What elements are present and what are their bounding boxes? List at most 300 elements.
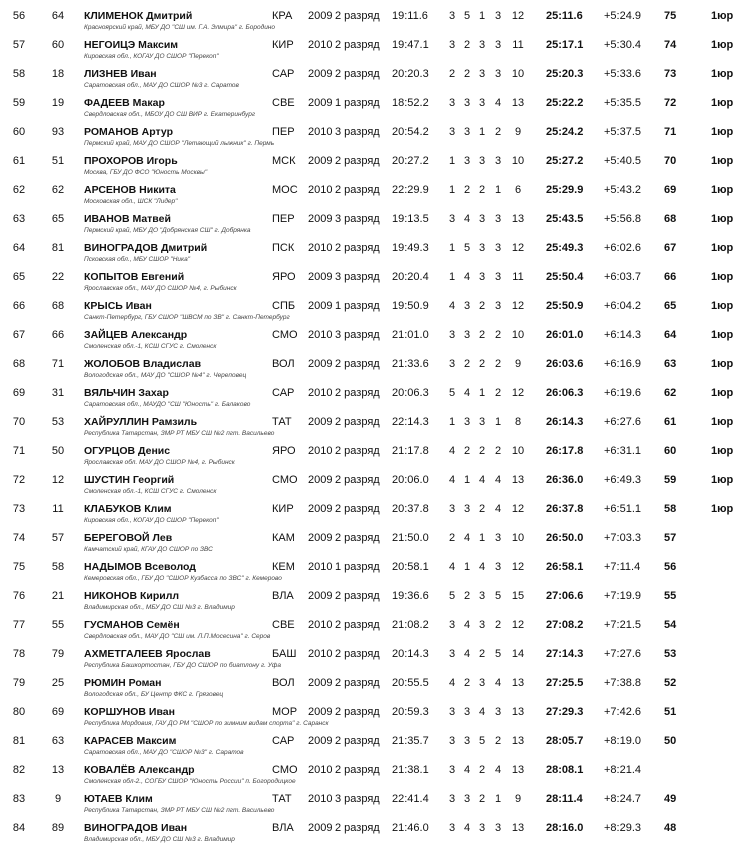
cell-s2: 5 — [463, 242, 471, 254]
cell-rank: 3 разряд — [335, 271, 380, 283]
cell-time: 21:38.1 — [392, 764, 429, 776]
cell-gap: +6:03.7 — [604, 271, 642, 283]
cell-s4: 5 — [494, 648, 502, 660]
cell-year: 2010 — [308, 329, 333, 341]
cell-s2: 5 — [463, 10, 471, 22]
cell-points: 56 — [664, 561, 677, 573]
cell-time: 21:35.7 — [392, 735, 429, 747]
cell-place: 84 — [12, 822, 26, 834]
cell-club: Камчатский край, КГАУ ДО СШОР по ЗВС — [84, 546, 213, 553]
cell-gap: +8:19.0 — [604, 735, 642, 747]
cell-s3: 3 — [478, 416, 486, 428]
cell-s2: 4 — [463, 764, 471, 776]
cell-s2: 3 — [463, 793, 471, 805]
cell-gap: +5:33.6 — [604, 68, 642, 80]
cell-s1: 3 — [448, 764, 456, 776]
cell-place: 73 — [12, 503, 26, 515]
cell-place: 69 — [12, 387, 26, 399]
cell-s2: 2 — [463, 445, 471, 457]
cell-year: 2009 — [308, 97, 333, 109]
cell-region: КАМ — [272, 532, 295, 544]
cell-s1: 3 — [448, 358, 456, 370]
cell-s3: 1 — [478, 532, 486, 544]
cell-region: МСК — [272, 155, 296, 167]
cell-s4: 3 — [494, 822, 502, 834]
cell-place: 71 — [12, 445, 26, 457]
cell-rank: 2 разряд — [335, 445, 380, 457]
cell-club: Республика Татарстан, ЗМР РТ МБУ СШ №2 пгт. Васильево — [84, 430, 275, 437]
cell-s1: 3 — [448, 822, 456, 834]
cell-total: 26:36.0 — [546, 474, 584, 486]
cell-total: 25:17.1 — [546, 39, 584, 51]
cell-year: 2009 — [308, 590, 333, 602]
cell-gap: +6:19.6 — [604, 387, 642, 399]
cell-s3: 2 — [478, 358, 486, 370]
cell-total: 27:06.6 — [546, 590, 584, 602]
cell-s1: 1 — [448, 416, 456, 428]
cell-qual: 1юр — [711, 213, 734, 225]
cell-total: 27:08.2 — [546, 619, 584, 631]
cell-rank: 2 разряд — [335, 764, 380, 776]
cell-place: 60 — [12, 126, 26, 138]
cell-total: 25:49.3 — [546, 242, 584, 254]
cell-rank: 2 разряд — [335, 532, 380, 544]
result-row — [0, 814, 750, 843]
cell-qual: 1юр — [711, 10, 734, 22]
cell-club: Свердловская обл., МАУ ДО "СШ им. Л.П.Мосесина" г. Серов — [84, 633, 271, 640]
cell-rank: 2 разряд — [335, 387, 380, 399]
cell-shots: 15 — [511, 590, 525, 602]
cell-place: 80 — [12, 706, 26, 718]
cell-rank: 2 разряд — [335, 155, 380, 167]
cell-s1: 5 — [448, 590, 456, 602]
cell-points: 50 — [664, 735, 677, 747]
cell-s1: 1 — [448, 242, 456, 254]
cell-place: 67 — [12, 329, 26, 341]
cell-club: Кемеровская обл., ГБУ ДО "СШОР Кузбасса по ЗВС" г. Кемерово — [84, 575, 282, 582]
cell-total: 26:37.8 — [546, 503, 584, 515]
cell-time: 19:36.6 — [392, 590, 429, 602]
cell-gap: +5:40.5 — [604, 155, 642, 167]
cell-points: 57 — [664, 532, 677, 544]
cell-s4: 3 — [494, 39, 502, 51]
cell-club: Вологодская обл., БУ Центр ФКС г. Грязовец — [84, 691, 224, 698]
cell-s3: 3 — [478, 677, 486, 689]
cell-qual: 1юр — [711, 503, 734, 515]
cell-s3: 3 — [478, 271, 486, 283]
cell-gap: +5:30.4 — [604, 39, 642, 51]
cell-rank: 2 разряд — [335, 677, 380, 689]
cell-shots: 9 — [514, 358, 522, 370]
cell-s1: 5 — [448, 387, 456, 399]
cell-year: 2009 — [308, 213, 333, 225]
result-row — [0, 466, 750, 495]
cell-shots: 12 — [511, 619, 525, 631]
cell-s3: 3 — [478, 590, 486, 602]
cell-club: Ярославская обл., МАУ ДО СШОР №4, г. Рыбинск — [84, 285, 237, 292]
cell-points: 74 — [664, 39, 677, 51]
cell-qual: 1юр — [711, 329, 734, 341]
cell-total: 26:17.8 — [546, 445, 584, 457]
cell-gap: +5:43.2 — [604, 184, 642, 196]
result-row — [0, 89, 750, 118]
cell-region: ПЕР — [272, 213, 295, 225]
cell-qual: 1юр — [711, 155, 734, 167]
cell-shots: 13 — [511, 474, 525, 486]
cell-total: 25:27.2 — [546, 155, 584, 167]
cell-total: 25:20.3 — [546, 68, 584, 80]
cell-s4: 3 — [494, 155, 502, 167]
cell-s2: 4 — [463, 532, 471, 544]
cell-year: 2009 — [308, 706, 333, 718]
cell-name: ЛИЗНЕВ Иван — [84, 68, 157, 80]
cell-place: 63 — [12, 213, 26, 225]
cell-s4: 3 — [494, 300, 502, 312]
cell-region: ПЕР — [272, 126, 295, 138]
cell-region: МОС — [272, 184, 298, 196]
cell-shots: 9 — [514, 793, 522, 805]
cell-rank: 2 разряд — [335, 358, 380, 370]
cell-shots: 12 — [511, 10, 525, 22]
cell-s1: 1 — [448, 184, 456, 196]
cell-gap: +5:56.8 — [604, 213, 642, 225]
cell-s2: 4 — [463, 387, 471, 399]
cell-points: 59 — [664, 474, 677, 486]
result-row — [0, 756, 750, 785]
cell-s2: 3 — [463, 503, 471, 515]
cell-qual: 1юр — [711, 68, 734, 80]
cell-place: 68 — [12, 358, 26, 370]
cell-region: КРА — [272, 10, 293, 22]
cell-year: 2009 — [308, 10, 333, 22]
cell-points: 75 — [664, 10, 677, 22]
cell-rank: 2 разряд — [335, 648, 380, 660]
cell-s4: 3 — [494, 561, 502, 573]
cell-gap: +8:24.7 — [604, 793, 642, 805]
cell-time: 20:37.8 — [392, 503, 429, 515]
cell-time: 21:17.8 — [392, 445, 429, 457]
cell-shots: 14 — [511, 648, 525, 660]
cell-points: 69 — [664, 184, 677, 196]
cell-year: 2010 — [308, 648, 333, 660]
cell-rank: 2 разряд — [335, 10, 380, 22]
result-row — [0, 437, 750, 466]
cell-name: ЖОЛОБОВ Владислав — [84, 358, 202, 370]
cell-place: 61 — [12, 155, 26, 167]
cell-s4: 2 — [494, 126, 502, 138]
result-row — [0, 292, 750, 321]
cell-region: ЯРО — [272, 271, 296, 283]
cell-points: 48 — [664, 822, 677, 834]
cell-s4: 1 — [494, 184, 502, 196]
cell-time: 20:20.3 — [392, 68, 429, 80]
cell-gap: +7:19.9 — [604, 590, 642, 602]
cell-total: 25:43.5 — [546, 213, 584, 225]
cell-name: НИКОНОВ Кирилл — [84, 590, 180, 602]
cell-year: 2009 — [308, 68, 333, 80]
cell-rank: 2 разряд — [335, 735, 380, 747]
cell-s3: 3 — [478, 155, 486, 167]
cell-bib: 66 — [51, 329, 65, 341]
cell-shots: 12 — [511, 561, 525, 573]
cell-time: 21:08.2 — [392, 619, 429, 631]
cell-s4: 3 — [494, 10, 502, 22]
cell-rank: 2 разряд — [335, 39, 380, 51]
cell-s1: 4 — [448, 677, 456, 689]
cell-time: 22:29.9 — [392, 184, 429, 196]
cell-shots: 13 — [511, 706, 525, 718]
cell-name: ВИНОГРАДОВ Дмитрий — [84, 242, 208, 254]
cell-s4: 3 — [494, 242, 502, 254]
cell-club: Саратовская обл., МАУ ДО СШОР №3 г. Саратов — [84, 82, 239, 89]
cell-gap: +7:42.6 — [604, 706, 642, 718]
cell-s3: 3 — [478, 242, 486, 254]
cell-bib: 11 — [52, 503, 64, 515]
cell-gap: +5:37.5 — [604, 126, 642, 138]
result-row — [0, 60, 750, 89]
cell-year: 2010 — [308, 39, 333, 51]
cell-name: ФАДЕЕВ Макар — [84, 97, 165, 109]
cell-points: 67 — [664, 242, 677, 254]
cell-region: ВОЛ — [272, 677, 295, 689]
cell-total: 28:16.0 — [546, 822, 584, 834]
cell-bib: 63 — [51, 735, 65, 747]
cell-region: ПСК — [272, 242, 295, 254]
cell-region: СПБ — [272, 300, 296, 312]
cell-s1: 4 — [448, 445, 456, 457]
cell-club: Свердловская обл., МБОУ ДО СШ ВИР г. Екатеринбург — [84, 111, 256, 118]
cell-shots: 12 — [511, 300, 525, 312]
cell-club: Вологодская обл., МАУ ДО "СШОР №4" г. Череповец — [84, 372, 247, 379]
cell-points: 49 — [664, 793, 677, 805]
cell-gap: +6:49.3 — [604, 474, 642, 486]
cell-shots: 10 — [511, 445, 525, 457]
cell-place: 62 — [12, 184, 26, 196]
cell-time: 19:50.9 — [392, 300, 429, 312]
cell-name: ВЯЛЬЧИН Захар — [84, 387, 169, 399]
cell-time: 21:50.0 — [392, 532, 429, 544]
cell-year: 2010 — [308, 764, 333, 776]
cell-club: Смоленская обл-2., СОГБУ СШОР "Юность России" п. Богородицкое — [84, 778, 296, 785]
result-row — [0, 553, 750, 582]
cell-bib: 53 — [51, 416, 65, 428]
cell-place: 65 — [12, 271, 26, 283]
cell-s1: 1 — [448, 271, 456, 283]
cell-bib: 25 — [51, 677, 65, 689]
cell-time: 22:14.3 — [392, 416, 429, 428]
cell-points: 52 — [664, 677, 677, 689]
cell-s1: 3 — [448, 213, 456, 225]
cell-points: 51 — [664, 706, 677, 718]
cell-place: 64 — [12, 242, 26, 254]
cell-time: 21:33.6 — [392, 358, 429, 370]
cell-s2: 1 — [463, 561, 471, 573]
cell-total: 25:29.9 — [546, 184, 584, 196]
cell-s1: 3 — [448, 735, 456, 747]
cell-s2: 3 — [463, 126, 471, 138]
cell-total: 26:03.6 — [546, 358, 584, 370]
result-row — [0, 205, 750, 234]
cell-year: 2009 — [308, 503, 333, 515]
cell-rank: 3 разряд — [335, 213, 380, 225]
cell-club: Красноярский край, МБУ ДО "СШ им. Г.А. Элмира" г. Бородино — [84, 24, 276, 31]
cell-year: 2010 — [308, 619, 333, 631]
cell-points: 62 — [664, 387, 677, 399]
cell-s1: 3 — [448, 793, 456, 805]
cell-shots: 6 — [514, 184, 522, 196]
cell-qual: 1юр — [711, 242, 734, 254]
cell-region: КИР — [272, 503, 294, 515]
cell-bib: 62 — [51, 184, 65, 196]
cell-points: 65 — [664, 300, 677, 312]
cell-points: 64 — [664, 329, 677, 341]
cell-year: 2009 — [308, 677, 333, 689]
cell-s4: 3 — [494, 213, 502, 225]
cell-s2: 4 — [463, 213, 471, 225]
result-row — [0, 147, 750, 176]
cell-year: 2009 — [308, 822, 333, 834]
cell-time: 19:13.5 — [392, 213, 429, 225]
cell-name: ЗАЙЦЕВ Александр — [84, 329, 188, 341]
cell-s2: 4 — [463, 822, 471, 834]
cell-shots: 10 — [511, 155, 525, 167]
cell-points: 63 — [664, 358, 677, 370]
cell-shots: 13 — [511, 213, 525, 225]
cell-rank: 3 разряд — [335, 793, 380, 805]
cell-club: Владимирская обл., МБУ ДО СШ №3 г. Владимир — [84, 836, 235, 843]
cell-bib: 81 — [51, 242, 65, 254]
cell-name: КЛИМЕНОК Дмитрий — [84, 10, 193, 22]
cell-place: 58 — [12, 68, 26, 80]
cell-s2: 3 — [463, 706, 471, 718]
cell-club: Владимирская обл., МБУ ДО СШ №3 г. Владимир — [84, 604, 235, 611]
cell-region: САР — [272, 387, 295, 399]
cell-s3: 1 — [478, 10, 486, 22]
cell-place: 81 — [12, 735, 26, 747]
cell-time: 18:52.2 — [392, 97, 429, 109]
cell-total: 27:14.3 — [546, 648, 584, 660]
cell-s1: 4 — [448, 474, 456, 486]
cell-gap: +6:16.9 — [604, 358, 642, 370]
cell-name: РОМАНОВ Артур — [84, 126, 173, 138]
cell-year: 2009 — [308, 300, 333, 312]
cell-place: 56 — [12, 10, 26, 22]
cell-year: 2010 — [308, 387, 333, 399]
cell-total: 28:11.4 — [546, 793, 583, 805]
cell-s4: 2 — [494, 619, 502, 631]
cell-s4: 3 — [494, 706, 502, 718]
cell-total: 27:29.3 — [546, 706, 584, 718]
cell-s2: 2 — [463, 68, 471, 80]
cell-time: 20:54.2 — [392, 126, 429, 138]
cell-club: Пермский край, МБУ ДО "Добрянская СШ" г. Добрянка — [84, 227, 251, 234]
cell-club: Саратовская обл., МАУ ДО "СШОР №3" г. Саратов — [84, 749, 244, 756]
result-row — [0, 321, 750, 350]
cell-s1: 3 — [448, 39, 456, 51]
cell-bib: 9 — [54, 793, 62, 805]
cell-s3: 2 — [478, 300, 486, 312]
cell-gap: +7:27.6 — [604, 648, 642, 660]
cell-s3: 3 — [478, 619, 486, 631]
cell-year: 2010 — [308, 445, 333, 457]
cell-name: ГУСМАНОВ Семён — [84, 619, 180, 631]
cell-region: СМО — [272, 764, 298, 776]
cell-region: ВОЛ — [272, 358, 295, 370]
cell-qual: 1юр — [711, 445, 734, 457]
cell-qual: 1юр — [711, 387, 734, 399]
cell-s1: 3 — [448, 97, 456, 109]
cell-time: 21:01.0 — [392, 329, 429, 341]
result-row — [0, 408, 750, 437]
cell-gap: +6:51.1 — [604, 503, 642, 515]
cell-s3: 1 — [478, 126, 486, 138]
cell-s2: 2 — [463, 590, 471, 602]
cell-time: 20:06.0 — [392, 474, 429, 486]
cell-total: 25:50.4 — [546, 271, 584, 283]
cell-points: 66 — [664, 271, 677, 283]
result-row — [0, 176, 750, 205]
cell-shots: 13 — [511, 764, 525, 776]
result-row — [0, 727, 750, 756]
cell-s4: 3 — [494, 68, 502, 80]
cell-qual: 1юр — [711, 39, 734, 51]
cell-rank: 2 разряд — [335, 184, 380, 196]
cell-name: НЕГОИЦЭ Максим — [84, 39, 179, 51]
cell-bib: 22 — [51, 271, 65, 283]
cell-place: 72 — [12, 474, 26, 486]
cell-name: НАДЫМОВ Всеволод — [84, 561, 196, 573]
cell-region: КЕМ — [272, 561, 295, 573]
cell-total: 28:08.1 — [546, 764, 584, 776]
cell-region: МОР — [272, 706, 298, 718]
cell-points: 60 — [664, 445, 677, 457]
result-row — [0, 611, 750, 640]
cell-bib: 89 — [51, 822, 65, 834]
cell-club: Москва, ГБУ ДО ФСО "Юность Москвы" — [84, 169, 208, 176]
cell-region: БАШ — [272, 648, 297, 660]
cell-points: 54 — [664, 619, 677, 631]
cell-qual: 1юр — [711, 358, 734, 370]
cell-s4: 1 — [494, 793, 502, 805]
cell-name: КОРШУНОВ Иван — [84, 706, 175, 718]
cell-gap: +7:21.5 — [604, 619, 642, 631]
cell-total: 25:24.2 — [546, 126, 584, 138]
cell-s4: 2 — [494, 329, 502, 341]
cell-name: ВИНОГРАДОВ Иван — [84, 822, 188, 834]
cell-total: 27:25.5 — [546, 677, 584, 689]
result-row — [0, 785, 750, 814]
cell-bib: 51 — [51, 155, 65, 167]
cell-qual: 1юр — [711, 271, 734, 283]
cell-s3: 1 — [478, 387, 486, 399]
cell-region: КИР — [272, 39, 294, 51]
cell-rank: 1 разряд — [335, 561, 380, 573]
cell-place: 59 — [12, 97, 26, 109]
cell-s3: 3 — [478, 822, 486, 834]
cell-club: Санкт-Петербург, ГБУ СШОР "ШВСМ по ЗВ" г. Санкт-Петербург — [84, 314, 290, 321]
cell-s3: 2 — [478, 445, 486, 457]
cell-year: 2009 — [308, 474, 333, 486]
result-row — [0, 118, 750, 147]
result-row — [0, 640, 750, 669]
cell-name: ПРОХОРОВ Игорь — [84, 155, 178, 167]
cell-name: ОГУРЦОВ Денис — [84, 445, 171, 457]
cell-time: 21:46.0 — [392, 822, 429, 834]
cell-s1: 2 — [448, 532, 456, 544]
cell-place: 66 — [12, 300, 26, 312]
cell-region: ВЛА — [272, 822, 294, 834]
cell-time: 20:20.4 — [392, 271, 429, 283]
